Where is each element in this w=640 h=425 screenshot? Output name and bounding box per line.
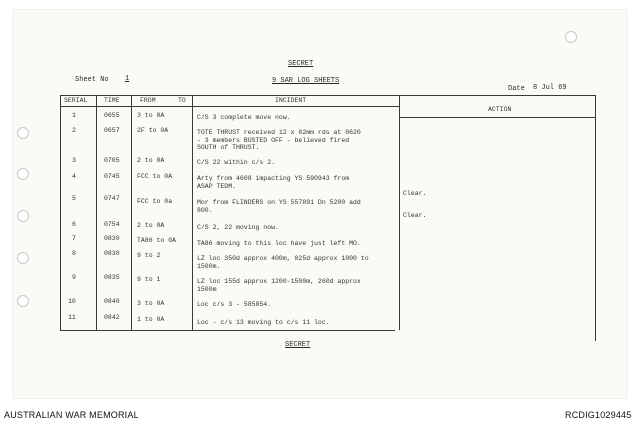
time-cell: 0745 (104, 173, 120, 180)
fromto-col-divider (192, 95, 193, 330)
time-cell: 0840 (104, 298, 120, 305)
serial-cell: 2 (72, 127, 76, 134)
serial-cell: 5 (72, 195, 76, 202)
from-to-cell: 9 to 1 (137, 276, 161, 283)
col-header-serial: SERIAL (64, 97, 88, 104)
serial-cell: 11 (68, 314, 76, 321)
col-header-action: ACTION (488, 106, 512, 113)
incident-cell: TOTE THRUST received 12 x 82mm rds at 0620 - 3 members BUSTED OFF - believed fired SOUTH of THRUST. (197, 129, 361, 151)
incident-cell: Arty from 4608 impacting YS 590943 from ASAP TEDM. (197, 175, 350, 190)
time-cell: 0842 (104, 314, 120, 321)
incident-cell: C/S 22 within c/s 2. (197, 159, 276, 166)
action-cell: Clear. (403, 212, 427, 219)
incident-cell: TA86 moving to this loc have just left MO. (197, 240, 361, 247)
time-cell: 0830 (104, 235, 120, 242)
archive-reference: RCDIG1029445 (565, 410, 632, 420)
action-cell: Clear. (403, 190, 427, 197)
serial-cell: 3 (72, 157, 76, 164)
incident-cell: Mor from FLINDERS on YS 557891 Dn 5200 add 800. (197, 199, 361, 214)
from-to-cell: 2 to 0A (137, 222, 165, 229)
punch-hole (17, 168, 29, 180)
table-bottom-border (60, 330, 395, 331)
punch-hole (17, 210, 29, 222)
time-cell: 0705 (104, 157, 120, 164)
table-top-border (60, 95, 595, 96)
serial-cell: 9 (72, 274, 76, 281)
punch-hole (565, 31, 577, 43)
serial-col-divider (96, 95, 97, 330)
time-col-divider (131, 95, 132, 330)
serial-cell: 7 (72, 235, 76, 242)
serial-cell: 10 (68, 298, 76, 305)
classification-bottom: SECRET (285, 341, 311, 349)
incident-cell: Loc - c/s 13 moving to c/s 11 loc. (197, 319, 330, 326)
date-value: 8 Jul 69 (533, 84, 567, 92)
from-to-cell: FCC to 0a (137, 198, 173, 205)
incident-cell: C/S 3 complete move now. (197, 114, 291, 121)
from-to-cell: 2F to 0A (137, 127, 169, 134)
col-header-time: TIME (104, 97, 120, 104)
table-left-border (60, 95, 61, 330)
incident-cell: LZ loc 155d approx 1200-1500m, 260d approx 1500m (197, 278, 361, 293)
log-title: 9 SAR LOG SHEETS (272, 77, 340, 85)
col-header-from: FROM (140, 97, 156, 104)
punch-hole (17, 127, 29, 139)
from-to-cell: 9 to 2 (137, 252, 161, 259)
from-to-cell: 2 to 0A (137, 157, 165, 164)
sheet-number: 1 (125, 75, 130, 83)
table-right-border (595, 95, 596, 341)
incident-cell: C/S 2, 22 moving now. (197, 224, 279, 231)
sheet-label: Sheet No (75, 76, 109, 84)
action-header-border (400, 117, 595, 118)
punch-hole (17, 252, 29, 264)
time-cell: 0754 (104, 221, 120, 228)
serial-cell: 1 (72, 112, 76, 119)
header-bottom-border (60, 106, 400, 107)
from-to-cell: 3 to 0A (137, 112, 165, 119)
time-cell: 0655 (104, 112, 120, 119)
classification-top: SECRET (288, 60, 314, 68)
time-cell: 0747 (104, 195, 120, 202)
serial-cell: 6 (72, 221, 76, 228)
incident-col-divider (399, 95, 400, 330)
time-cell: 0657 (104, 127, 120, 134)
from-to-cell: FCC to 0A (137, 173, 173, 180)
from-to-cell: TA86 to 0A (137, 237, 177, 244)
incident-cell: LZ loc 350d approx 400m, 025d approx 1000 to 1500m. (197, 255, 369, 270)
incident-cell: Loc c/s 3 - 585854. (197, 301, 272, 308)
archive-credit: AUSTRALIAN WAR MEMORIAL (4, 410, 139, 420)
serial-cell: 8 (72, 250, 76, 257)
time-cell: 0830 (104, 250, 120, 257)
date-label: Date (508, 85, 525, 93)
from-to-cell: 3 to 0A (137, 300, 165, 307)
col-header-incident: INCIDENT (275, 97, 307, 104)
time-cell: 0835 (104, 274, 120, 281)
col-header-to: TO (178, 97, 186, 104)
punch-hole (17, 295, 29, 307)
serial-cell: 4 (72, 173, 76, 180)
from-to-cell: 1 to 0A (137, 316, 165, 323)
